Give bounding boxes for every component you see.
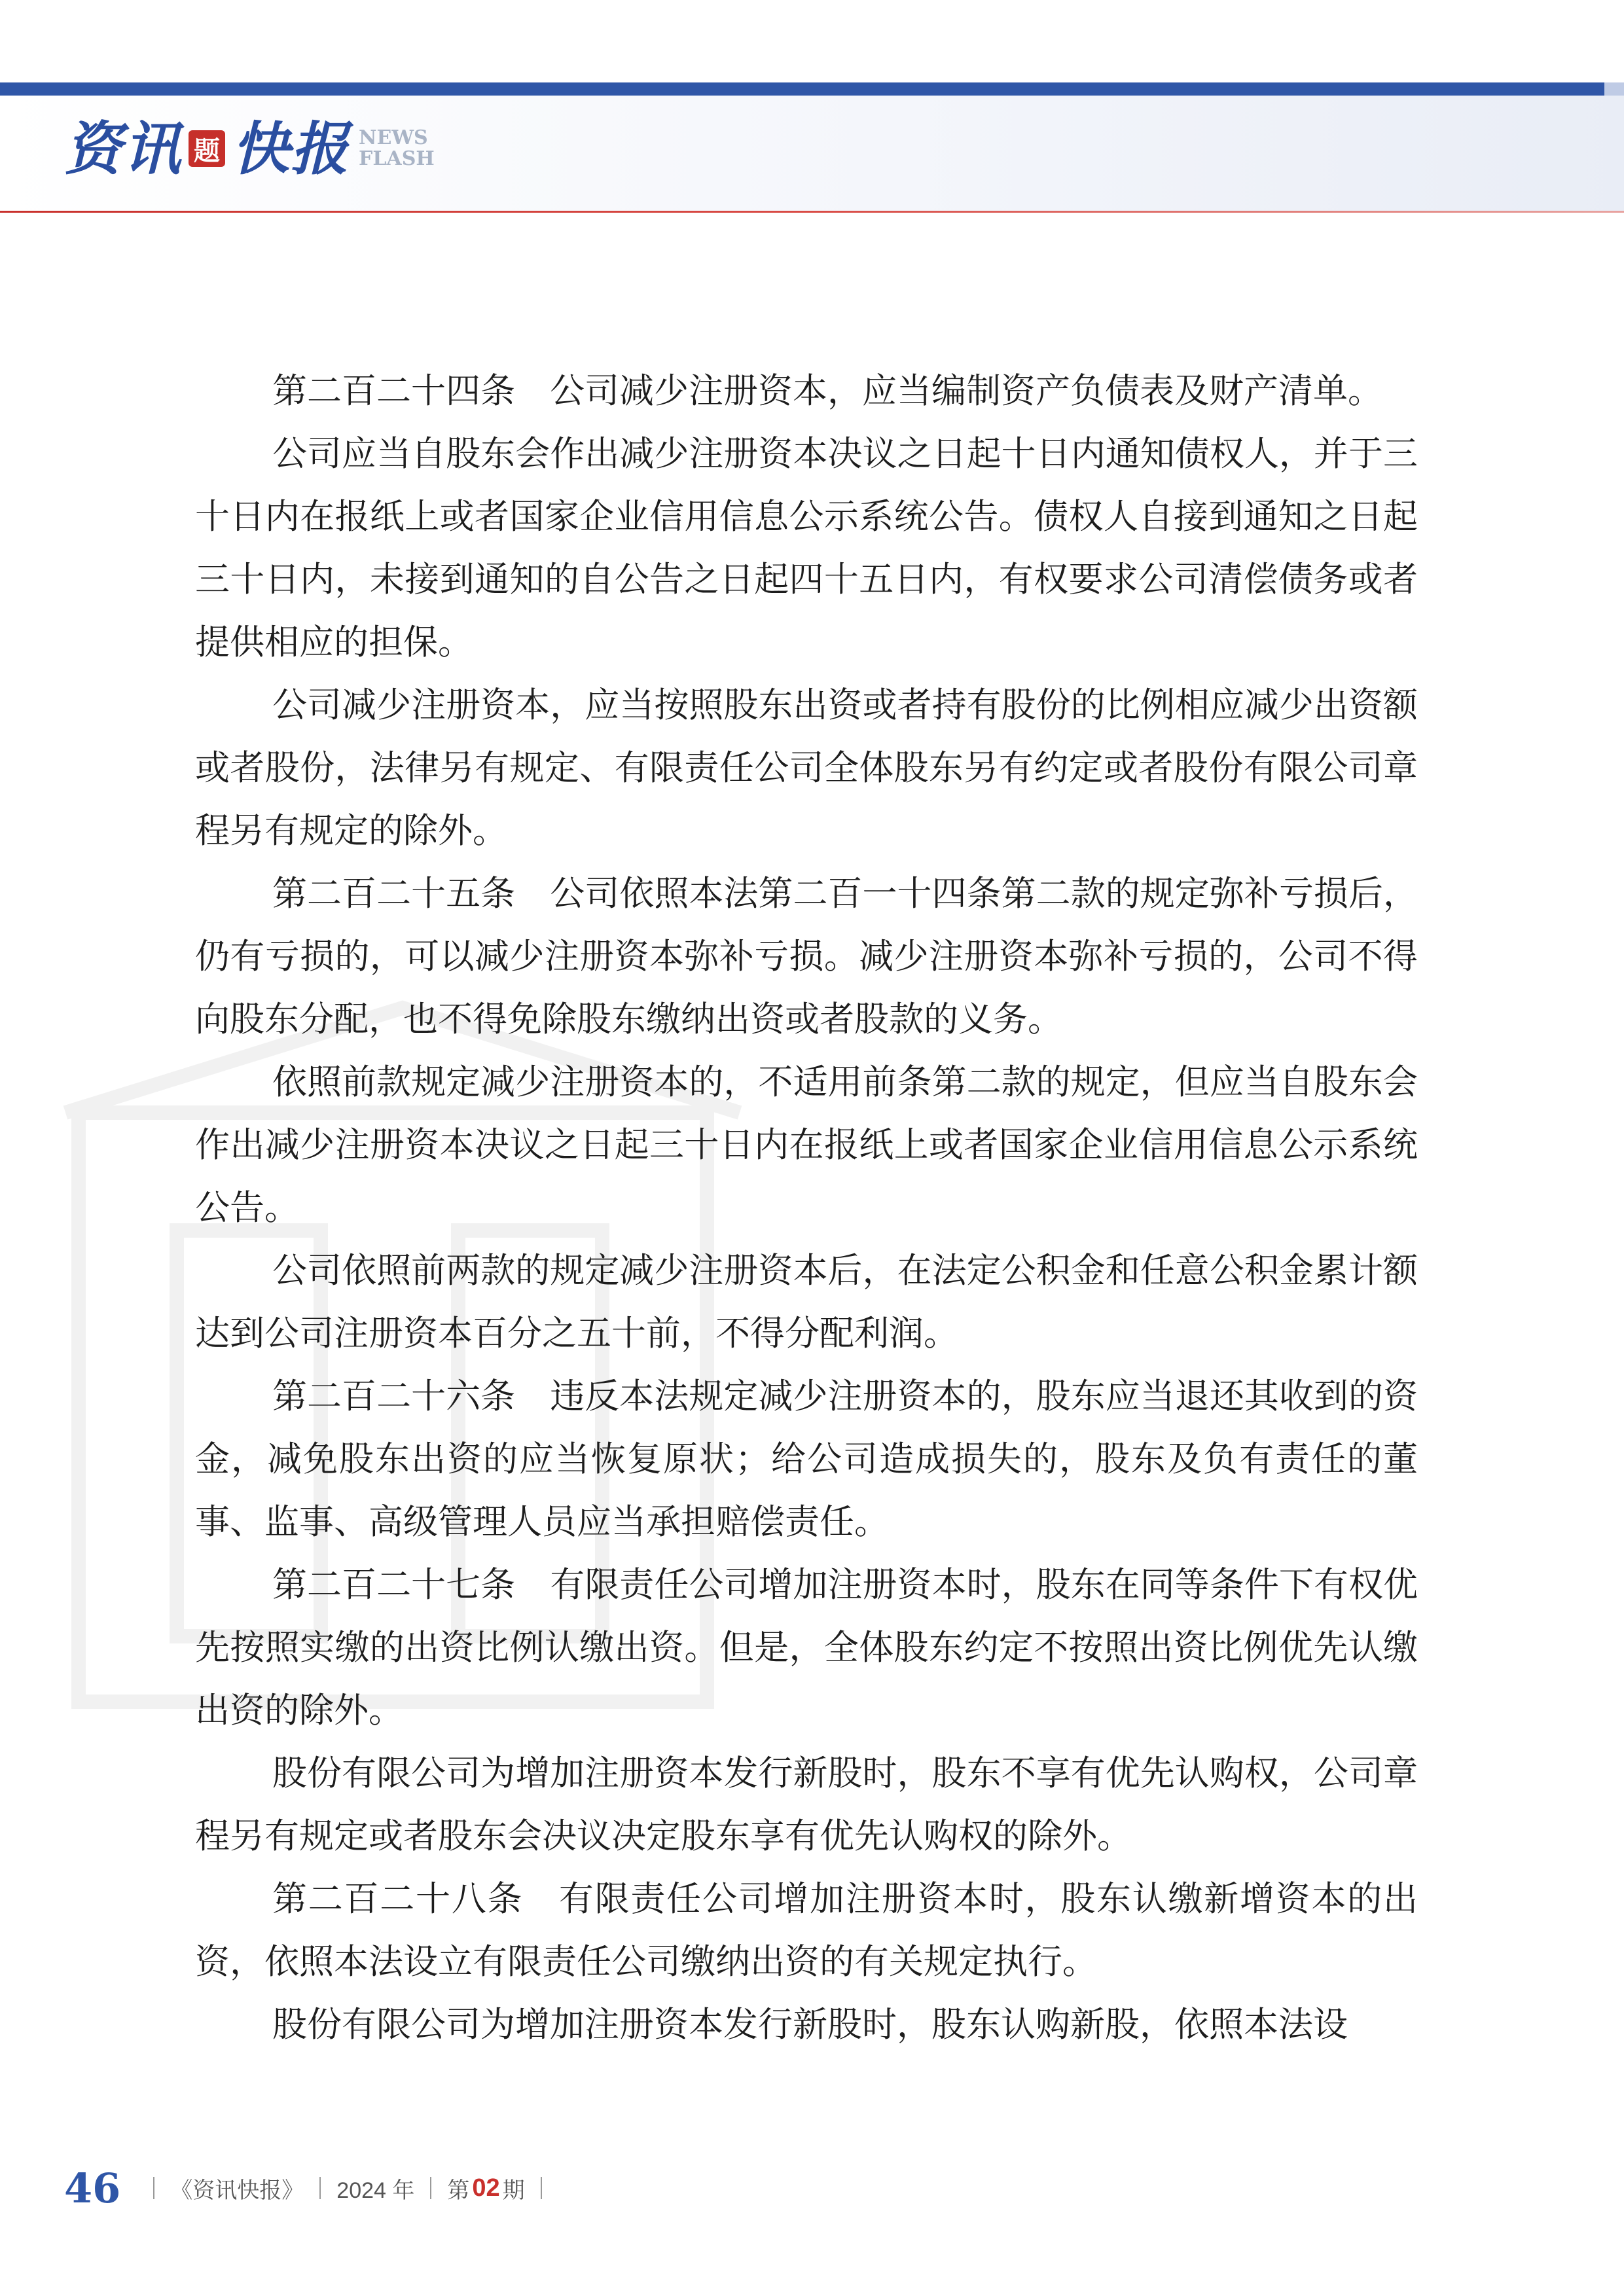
paragraph: 股份有限公司为增加注册资本发行新股时，股东不享有优先认购权，公司章程另有规定或者股东会决议决定股东享有优先认购权的除外。 [195,1753,1418,1856]
brand-english-line1: NEWS [359,126,428,149]
article-body [195,360,1418,2056]
footer-separator [430,2177,431,2199]
brand-seal-icon: 题 [189,130,225,167]
footer-separator [153,2177,154,2199]
publication-year: 2024 年 [336,2178,415,2203]
paragraph: 第二百二十四条 公司减少注册资本，应当编制资产负债表及财产清单。 [272,371,1382,411]
header-divider [0,211,1624,213]
paragraph: 第二百二十六条 违反本法规定减少注册资本的，股东应当退还其收到的资金，减免股东出资的应当恢复原状；给公司造成损失的，股东及负有责任的董事、监事、高级管理人员应当承担赔偿责任。 [195,1376,1418,1542]
brand-title-left: 资讯 [64,115,183,183]
issue-prefix: 第 [447,2178,470,2203]
footer-separator [541,2177,542,2199]
paragraph: 股份有限公司为增加注册资本发行新股时，股东认购新股，依照本法设 [272,2005,1348,2045]
header-top-bar [0,82,1624,96]
footer-separator [319,2177,321,2199]
page-footer [64,2159,558,2217]
paragraph: 公司依照前两款的规定减少注册资本后，在法定公积金和任意公积金累计额达到公司注册资本百分之五十前，不得分配利润。 [195,1251,1418,1354]
brand-english-line2: FLASH [359,147,435,170]
publication-name: 《资讯快报》 [170,2178,304,2203]
paragraph: 第二百二十五条 公司依照本法第二百一十四条第二款的规定弥补亏损后，仍有亏损的，可以减少注册资本弥补亏损。减少注册资本弥补亏损的，公司不得向股东分配，也不得免除股东缴纳出资或者股款的义务。 [195,874,1418,1039]
paragraph: 公司减少注册资本，应当按照股东出资或者持有股份的比例相应减少出资额或者股份，法律另有规定、有限责任公司全体股东另有约定或者股份有限公司章程另有规定的除外。 [195,685,1418,851]
brand-english [359,128,435,170]
header-top-bar-end [1604,82,1624,96]
paragraph: 公司应当自股东会作出减少注册资本决议之日起十日内通知债权人，并于三十日内在报纸上或者国家企业信用信息公示系统公告。债权人自接到通知之日起三十日内，未接到通知的自公告之日起四十五日内，有权要求公司清偿债务或者提供相应的担保。 [195,434,1418,662]
brand-logo [64,113,435,185]
paragraph: 第二百二十八条 有限责任公司增加注册资本时，股东认缴新增资本的出资，依照本法设立有限责任公司缴纳出资的有关规定执行。 [195,1879,1418,1982]
brand-title-right: 快报 [232,115,350,183]
issue-suffix: 期 [502,2178,525,2203]
issue-number: 02 [472,2174,500,2202]
paragraph: 依照前款规定减少注册资本的，不适用前条第二款的规定，但应当自股东会作出减少注册资本决议之日起三十日内在报纸上或者国家企业信用信息公示系统公告。 [195,1062,1418,1228]
paragraph: 第二百二十七条 有限责任公司增加注册资本时，股东在同等条件下有权优先按照实缴的出资比例认缴出资。但是，全体股东约定不按照出资比例优先认缴出资的除外。 [195,1565,1418,1731]
page-number: 46 [64,2164,121,2212]
